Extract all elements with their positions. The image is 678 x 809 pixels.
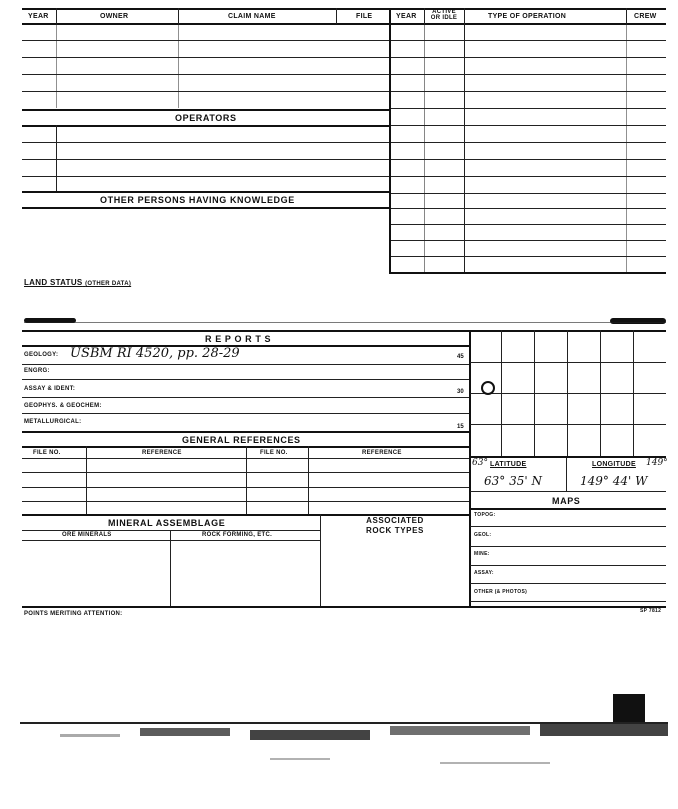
ore-minerals-label: ORE MINERALS bbox=[62, 532, 112, 538]
gr-file-no-2: FILE NO. bbox=[260, 450, 288, 456]
reports-title: R E P O R T S bbox=[205, 334, 272, 344]
maps-topog: TOPOG: bbox=[474, 512, 496, 518]
latitude-value: 63° 35' N bbox=[484, 474, 542, 488]
points-meriting-attention: POINTS MERITING ATTENTION: bbox=[24, 611, 123, 617]
maps-geol: GEOL: bbox=[474, 532, 492, 538]
active-label: ACTIVE bbox=[432, 9, 456, 15]
reports-right-divider bbox=[469, 330, 471, 608]
maps-assay: ASSAY: bbox=[474, 570, 494, 576]
header-bottom-rule bbox=[22, 23, 666, 25]
rock-forming-label: ROCK FORMING, ETC. bbox=[202, 532, 273, 538]
report-label-engrg: ENGRG: bbox=[24, 368, 50, 374]
long-prefix: 149° bbox=[646, 458, 668, 468]
land-status-text: LAND STATUS bbox=[24, 278, 83, 287]
header-file: FILE bbox=[356, 13, 373, 20]
scan-noise-band bbox=[20, 718, 668, 778]
report-label-metallurgical: METALLURGICAL: bbox=[24, 419, 82, 425]
maps-mine: MINE: bbox=[474, 551, 490, 557]
report-value-geology: USBM RI 4520, pp. 28-29 bbox=[70, 346, 240, 361]
other-persons-title: OTHER PERSONS HAVING KNOWLEDGE bbox=[100, 195, 295, 205]
report-num-0: 45 bbox=[457, 354, 464, 360]
associated-line2: ROCK TYPES bbox=[365, 526, 424, 535]
maps-other: OTHER (& PHOTOS) bbox=[474, 589, 528, 595]
land-status-sub: (OTHER DATA) bbox=[85, 281, 132, 287]
header-year-right: YEAR bbox=[396, 13, 417, 20]
gr-file-no-1: FILE NO. bbox=[33, 450, 61, 456]
report-label-assay: ASSAY & IDENT: bbox=[24, 386, 76, 392]
maps-title: MAPS bbox=[552, 496, 581, 506]
report-num-4: 15 bbox=[457, 424, 464, 430]
location-marker bbox=[481, 381, 495, 395]
top-border bbox=[22, 8, 666, 10]
report-label-geology: GEOLOGY: bbox=[24, 352, 59, 358]
gr-reference-2: REFERENCE bbox=[362, 450, 402, 456]
latitude-label: LATITUDE bbox=[490, 461, 527, 468]
header-active-idle bbox=[424, 9, 464, 21]
header-owner: OWNER bbox=[100, 13, 129, 20]
smudge-mark-right bbox=[610, 318, 666, 324]
form-number: SP 7812 bbox=[640, 608, 662, 614]
idle-label: OR IDLE bbox=[430, 15, 458, 21]
header-type-of-operation: TYPE OF OPERATION bbox=[488, 13, 567, 20]
header-claim-name: CLAIM NAME bbox=[228, 13, 276, 20]
center-divider bbox=[389, 8, 391, 274]
longitude-label: LONGITUDE bbox=[592, 461, 636, 468]
longitude-value: 149° 44' W bbox=[580, 474, 648, 488]
report-num-2: 30 bbox=[457, 389, 464, 395]
land-status-label bbox=[24, 278, 131, 287]
report-label-geophys: GEOPHYS. & GEOCHEM: bbox=[24, 403, 102, 409]
gr-reference-1: REFERENCE bbox=[142, 450, 182, 456]
operators-title: OPERATORS bbox=[175, 113, 237, 123]
associated-line1: ASSOCIATED bbox=[366, 516, 424, 525]
header-crew: CREW bbox=[634, 13, 657, 20]
header-year: YEAR bbox=[28, 13, 49, 20]
general-references-title: GENERAL REFERENCES bbox=[182, 435, 301, 445]
mineral-assemblage-title: MINERAL ASSEMBLAGE bbox=[108, 518, 226, 528]
lat-prefix: 63° bbox=[472, 458, 488, 468]
associated-rock-types bbox=[322, 516, 468, 536]
